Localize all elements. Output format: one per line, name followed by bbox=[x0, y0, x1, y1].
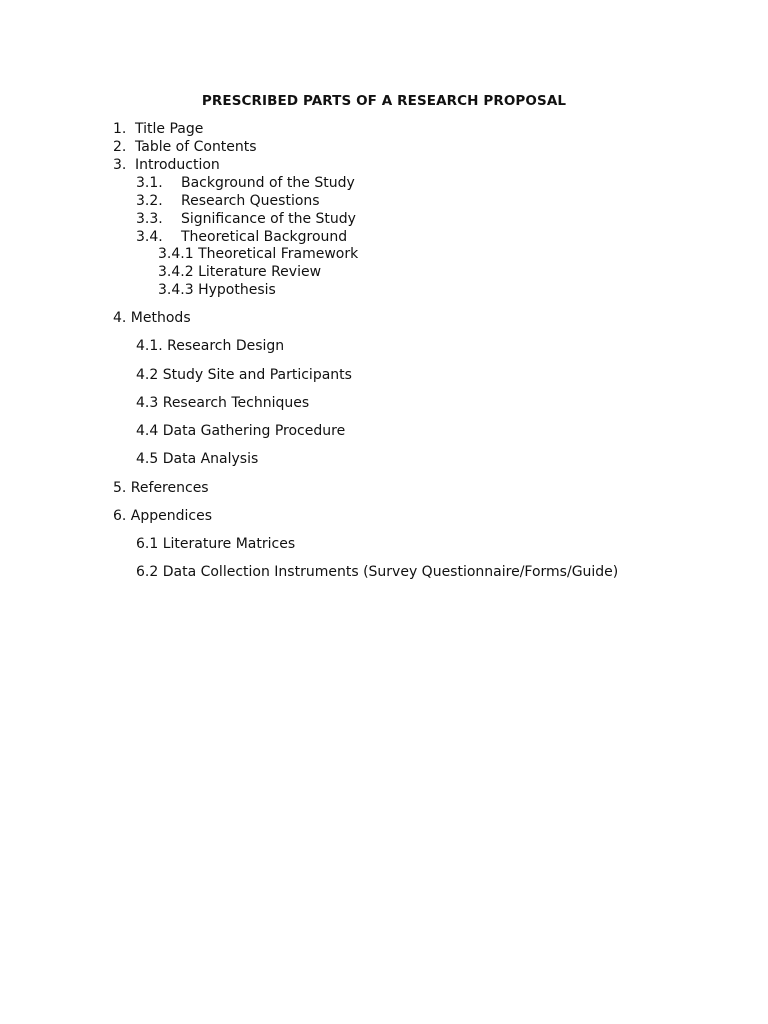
list-item-background-of-the-study bbox=[136, 174, 355, 192]
list-item-data-analysis: 4.5 Data Analysis bbox=[136, 451, 259, 467]
item-number: 2. bbox=[113, 139, 127, 155]
list-item-research-questions bbox=[136, 192, 320, 210]
list-item-research-design: 4.1. Research Design bbox=[136, 338, 285, 354]
item-number: 1. bbox=[113, 121, 127, 137]
list-item-theoretical-framework: 3.4.1 Theoretical Framework bbox=[158, 246, 359, 262]
item-label: Introduction bbox=[135, 157, 220, 173]
list-item-data-gathering-procedure: 4.4 Data Gathering Procedure bbox=[136, 423, 346, 439]
list-item-research-techniques: 4.3 Research Techniques bbox=[136, 395, 310, 411]
item-label: Title Page bbox=[135, 121, 204, 137]
item-number: 3.4. bbox=[136, 229, 163, 245]
list-item-theoretical-background bbox=[136, 228, 347, 246]
document-title: PRESCRIBED PARTS OF A RESEARCH PROPOSAL bbox=[201, 93, 567, 109]
item-number: 3.1. bbox=[136, 175, 163, 191]
list-item-hypothesis: 3.4.3 Hypothesis bbox=[158, 282, 276, 298]
list-item-introduction bbox=[113, 156, 220, 174]
list-item-table-of-contents bbox=[113, 138, 257, 156]
item-number: 3.3. bbox=[136, 211, 163, 227]
list-item-significance-of-the-study bbox=[136, 210, 356, 228]
item-label: Research Questions bbox=[181, 193, 320, 209]
item-number: 3. bbox=[113, 157, 127, 173]
item-label: Table of Contents bbox=[135, 139, 257, 155]
list-item-title-page bbox=[113, 120, 203, 138]
item-number: 3.2. bbox=[136, 193, 163, 209]
list-item-methods: 4. Methods bbox=[113, 310, 191, 326]
list-item-appendices: 6. Appendices bbox=[113, 508, 213, 524]
list-item-literature-review: 3.4.2 Literature Review bbox=[158, 264, 322, 280]
list-item-literature-matrices: 6.1 Literature Matrices bbox=[136, 536, 296, 552]
item-label: Background of the Study bbox=[181, 175, 355, 191]
list-item-study-site-and-participants: 4.2 Study Site and Participants bbox=[136, 367, 352, 383]
list-item-references: 5. References bbox=[113, 480, 209, 496]
list-item-data-collection-instruments: 6.2 Data Collection Instruments (Survey Questionnaire/Forms/Guide) bbox=[136, 564, 619, 580]
item-label: Theoretical Background bbox=[181, 229, 348, 245]
item-label: Significance of the Study bbox=[181, 211, 356, 227]
